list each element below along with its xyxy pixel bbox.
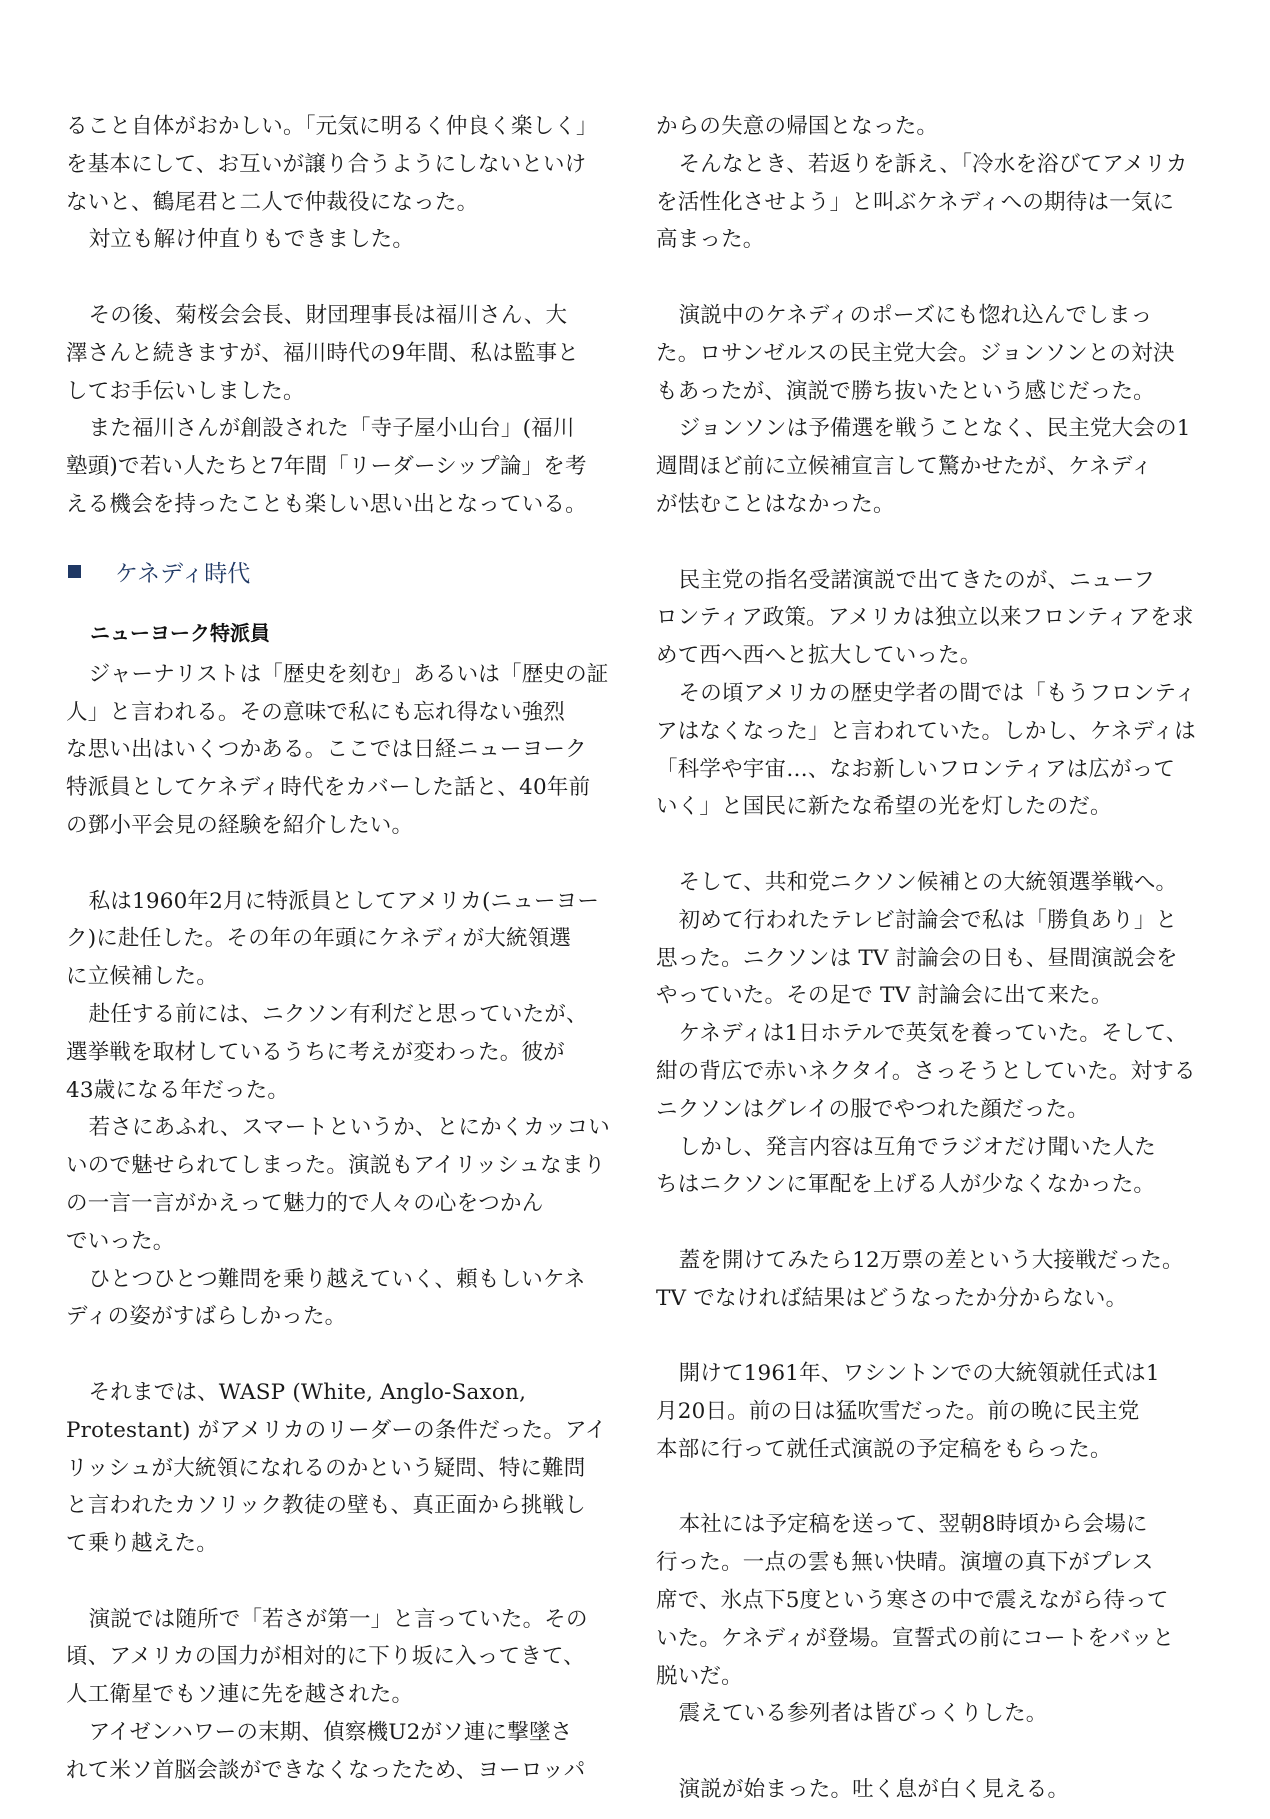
text-line: 紺の背広で赤いネクタイ。さっそうとしていた。対する (656, 1058, 1196, 1084)
text-line: 演説中のケネディのポーズにも惚れ込んでしまっ (678, 302, 1153, 328)
paragraph (656, 1695, 1186, 1733)
text-line: 本社には予定稿を送って、翌朝8時頃から会場に (678, 1512, 1148, 1538)
paragraph (656, 864, 1186, 902)
paragraph (656, 108, 1186, 146)
paragraph-gap (656, 1733, 1186, 1771)
paragraph (656, 1355, 1186, 1468)
paragraph-gap (66, 1563, 596, 1601)
paragraph (66, 1261, 596, 1337)
text-line: 若さにあふれ、スマートというか、とにかくカッコい (88, 1115, 611, 1141)
paragraph (66, 108, 596, 221)
text-line: 人工衛星でもソ連に先を越された。 (66, 1682, 414, 1708)
paragraph (66, 1374, 607, 1563)
text-line: 43歳になる年だった。 (66, 1077, 290, 1103)
text-line: いく」と国民に新たな希望の光を灯したのだ。 (656, 794, 1112, 820)
text-line: 対立も解け仲直りもできました。 (88, 227, 415, 253)
text-line: に立候補した。 (66, 964, 218, 990)
paragraph-gap (656, 524, 1186, 562)
text-line: 人」と言われる。その意味で私にも忘れ得ない強烈 (66, 699, 566, 725)
paragraph (66, 996, 596, 1109)
text-line: 塾頭)で若い人たちと7年間「リーダーシップ論」を考 (66, 454, 587, 480)
text-line: そして、共和党ニクソン候補との大統領選挙戦へ。 (678, 869, 1178, 895)
text-line: からの失意の帰国となった。 (656, 114, 939, 139)
text-line: めて西へ西へと拡大していった。 (656, 643, 982, 669)
paragraph (66, 221, 596, 259)
text-line: そんなとき、若返りを訴え、「冷水を浴びてアメリカ (678, 151, 1188, 177)
text-line: ちはニクソンに軍配を上げる人が少なくなかった。 (656, 1172, 1156, 1198)
text-line: いので魅せられてしまった。演説もアイリッシュなまり (66, 1153, 606, 1179)
paragraph-gap (66, 845, 596, 883)
text-line: 選挙戦を取材しているうちに考えが変わった。彼が (66, 1039, 565, 1065)
paragraph-gap (656, 1469, 1186, 1507)
text-line: 頃、アメリカの国力が相対的に下り坂に入ってきて、 (66, 1644, 585, 1670)
text-line: 初めて行われたテレビ討論会で私は「勝負あり」と (678, 907, 1178, 933)
text-line: て乗り越えた。 (66, 1531, 218, 1557)
paragraph (656, 1771, 1186, 1809)
text-line: ロンティア政策。アメリカは独立以来フロンティアを求 (656, 605, 1194, 631)
paragraph-gap (656, 1204, 1186, 1242)
text-line: ジョンソンは予備選を戦うことなく、民主党大会の1 (678, 416, 1191, 442)
section-heading-text: ケネディ時代 (115, 561, 251, 588)
text-line: ク)に赴任した。その年の年頭にケネディが大統領選 (66, 926, 572, 952)
paragraph-gap (656, 826, 1186, 864)
text-line: もあったが、演説で勝ち抜いたという感じだった。 (656, 378, 1155, 404)
text-line: ないと、鶴尾君と二人で仲裁役になった。 (66, 189, 479, 215)
text-line: ケネディは1日ホテルで英気を養っていた。そして、 (678, 1021, 1188, 1047)
paragraph (66, 1601, 596, 1714)
text-line: ジャーナリストは「歴史を刻む」あるいは「歴史の証 (88, 661, 609, 687)
text-line: 澤さんと続きますが、福川時代の9年間、私は監事と (66, 340, 579, 366)
text-line: を活性化させよう」と叫ぶケネディへの期待は一気に (656, 189, 1175, 215)
text-line: リッシュが大統領になれるのかという疑問、特に難問 (66, 1455, 586, 1481)
paragraph-gap (66, 1336, 596, 1374)
text-line: ひとつひとつ難問を乗り越えていく、頼もしいケネ (88, 1266, 586, 1292)
paragraph-gap (66, 259, 596, 297)
text-line: 蓋を開けてみたら12万票の差という大接戦だった。 (678, 1247, 1184, 1273)
text-line: を基本にして、お互いが譲り合うようにしないといけ (66, 151, 587, 177)
text-line: 演説が始まった。吐く息が白く見える。 (678, 1777, 1070, 1803)
text-line: また福川さんが創設された「寺子屋小山台」(福川 (88, 416, 575, 442)
text-line: 脱いだ。 (656, 1663, 743, 1689)
text-line: 高まった。 (656, 227, 765, 253)
text-line: 民主党の指名受諾演説で出てきたのが、ニューフ (678, 567, 1155, 593)
paragraph (656, 1506, 1186, 1695)
text-line: やっていた。その足で TV 討論会に出て来た。 (656, 983, 1113, 1009)
paragraph (656, 675, 1197, 826)
text-line: が怯むことはなかった。 (656, 491, 895, 517)
square-bullet-icon (68, 565, 81, 578)
text-line: ニクソンはグレイの服でやつれた顔だった。 (656, 1096, 1089, 1122)
text-line: しかし、発言内容は互角でラジオだけ聞いた人た (678, 1134, 1156, 1160)
text-line: な思い出はいくつかある。ここでは日経ニューヨーク (66, 737, 587, 763)
text-line: れて米ソ首脳会談ができなくなったため、ヨーロッパ (66, 1757, 586, 1783)
text-line: TV でなければ結果はどうなったか分からない。 (656, 1285, 1128, 1311)
right-column (656, 108, 1197, 1809)
paragraph (66, 883, 600, 996)
paragraph (66, 297, 596, 410)
text-line: 月20日。前の日は猛吹雪だった。前の晩に民主党 (656, 1399, 1140, 1425)
text-line: アはなくなった」と言われていた。しかし、ケネディは (656, 718, 1196, 744)
text-line: える機会を持ったことも楽しい思い出となっている。 (66, 491, 587, 517)
paragraph (656, 1129, 1186, 1205)
subheading: ニューヨーク特派員 (90, 620, 270, 645)
paragraph (656, 562, 1194, 675)
text-line: ること自体がおかしい。「元気に明るく仲良く楽しく」 (66, 114, 598, 139)
left-column (66, 108, 611, 1790)
text-line: 週間ほど前に立候補宣言して驚かせたが、ケネディ (656, 454, 1153, 480)
paragraph (66, 656, 609, 845)
text-line: の一言一言がかえって魅力的で人々の心をつかん (66, 1190, 544, 1216)
text-line: 行った。一点の雲も無い快晴。演壇の真下がプレス (656, 1550, 1154, 1576)
paragraph (66, 410, 596, 523)
text-line: と言われたカソリック教徒の壁も、真正面から挑戦し (66, 1493, 586, 1519)
text-line: 私は1960年2月に特派員としてアメリカ(ニューヨー (88, 888, 600, 914)
text-line: 席で、氷点下5度という寒さの中で震えながら待って (656, 1588, 1169, 1614)
text-line: 特派員としてケネディ時代をカバーした話と、40年前 (66, 775, 591, 801)
text-line: してお手伝いしました。 (66, 378, 305, 404)
paragraph-gap (656, 1318, 1186, 1356)
text-line: 赴任する前には、ニクソン有利だと思っていたが、 (88, 1001, 588, 1027)
paragraph (656, 1015, 1196, 1128)
text-line: の鄧小平会見の経験を紹介したい。 (66, 812, 414, 838)
paragraph (66, 1109, 611, 1260)
text-line: その後、菊桜会会長、財団理事長は福川さん、大 (88, 302, 568, 328)
paragraph (656, 902, 1186, 1015)
text-line: 演説では随所で「若さが第一」と言っていた。その (88, 1606, 588, 1632)
paragraph-gap (656, 259, 1186, 297)
text-line: 「科学や宇宙…、なお新しいフロンティアは広がって (656, 756, 1176, 782)
text-line: 開けて1961年、ワシントンでの大統領就任式は1 (678, 1361, 1160, 1387)
text-line: ディの姿がすばらしかった。 (66, 1304, 347, 1330)
section-heading (66, 552, 596, 592)
text-line: 本部に行って就任式演説の予定稿をもらった。 (656, 1436, 1112, 1462)
text-line: 思った。ニクソンは TV 討論会の日も、昼間演説会を (656, 945, 1178, 971)
text-line: た。ロサンゼルスの民主党大会。ジョンソンとの対決 (656, 340, 1175, 366)
text-line: いた。ケネディが登場。宣誓式の前にコートをバッと (656, 1625, 1175, 1651)
text-line: でいった。 (66, 1228, 175, 1254)
text-line: Protestant) がアメリカのリーダーの条件だった。アイ (66, 1417, 607, 1443)
paragraph (656, 146, 1186, 259)
paragraph (656, 1242, 1186, 1318)
text-line: アイゼンハワーの末期、偵察機U2がソ連に撃墜さ (88, 1720, 573, 1746)
paragraph (66, 1714, 596, 1790)
paragraph (656, 297, 1186, 410)
paragraph (656, 410, 1191, 523)
text-line: それまでは、WASP (White, Anglo-Saxon, (88, 1379, 527, 1405)
text-line: 震えている参列者は皆びっくりした。 (678, 1701, 1048, 1727)
text-line: その頃アメリカの歴史学者の間では「もうフロンティ (678, 680, 1197, 706)
